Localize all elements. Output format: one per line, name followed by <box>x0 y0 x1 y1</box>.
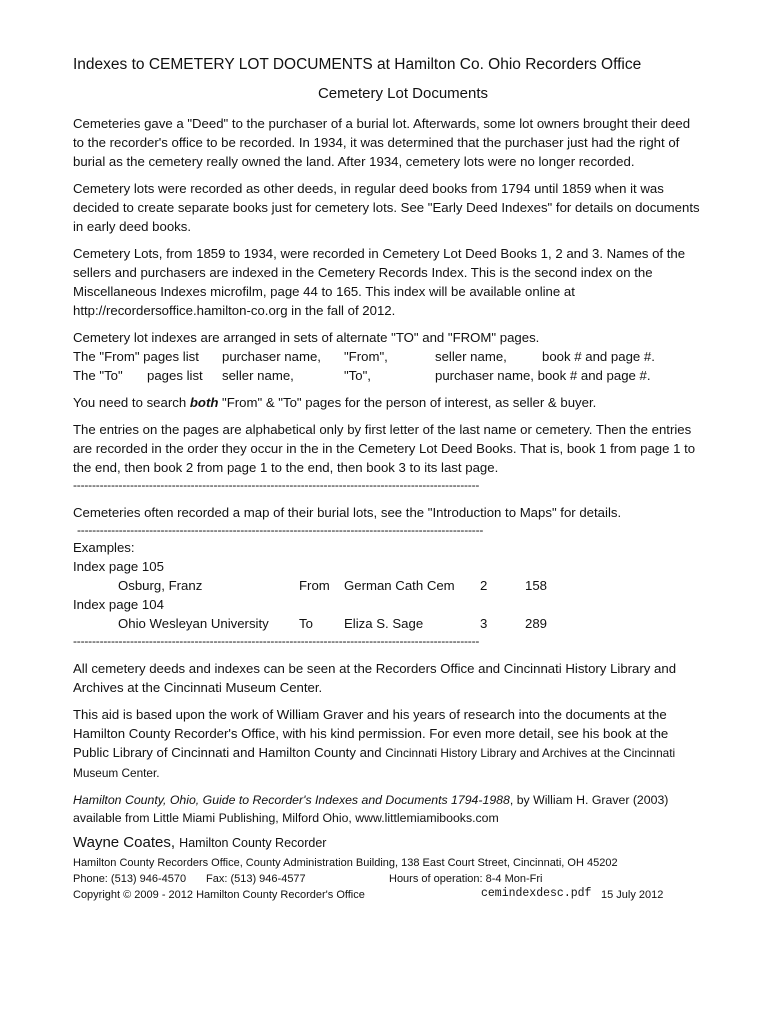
example-page: 158 <box>525 578 548 593</box>
search-text-post: "From" & "To" pages for the person of interest, as seller & buyer. <box>218 395 597 410</box>
paragraph-alphabetical: The entries on the pages are alphabetical only by first letter of the last name or cemetery. Then the entries are recorded in the order they occur in the in the Cemetery Lot Deed Books. That is, book 1 from page 1 to the end, then book 2 from page 1 to the end, then book 3 to its last page. <box>73 422 696 475</box>
page-subtitle: Cemetery Lot Documents <box>317 85 489 102</box>
paragraph-early-deeds: Cemetery lots were recorded as other deeds, in regular deed books from 1794 until 1859 when it was decided to create separate books just for cemetery lots. See "Early Deed Indexes" for details on documents in early deed books. <box>73 181 700 234</box>
paragraph-where-to-see: All cemetery deeds and indexes can be seen at the Recorders Office and Cincinnati History Library and Archives at the Cincinnati Museum Center. <box>73 661 677 695</box>
to-row-label: The "To" <box>73 368 123 383</box>
page-title: Indexes to CEMETERY LOT DOCUMENTS at Hamilton Co. Ohio Recorders Office <box>73 56 642 73</box>
example-book: 2 <box>480 578 488 593</box>
divider: ----------------------------------------------------------------------------------------------------------- <box>73 478 480 492</box>
from-row-col4: book # and page #. <box>542 349 655 364</box>
paragraph-book-reference <box>73 791 703 827</box>
from-pages-row <box>73 347 703 366</box>
paragraph-deeds: Cemeteries gave a "Deed" to the purchaser of a burial lot. Afterwards, some lot owners brought their deed to the recorder's office to be recorded. In 1934, it was determined that the purchaser just had the right of burial as the cemetery really owned the land. After 1934, cemetery lots were no longer recorded. <box>73 116 691 169</box>
example-name: Ohio Wesleyan University <box>118 616 269 631</box>
phone-number: Phone: (513) 946-4570 <box>73 873 187 885</box>
example-index-label: Index page 105 <box>73 559 164 574</box>
acknowledgement-text: This aid is based upon the work of William Graver and his years of research into the documents at the Hamilton County Recorder's Office, with his kind permission. For even more detail, see his book at the Public Library of Cincinnati and Hamilton County and <box>73 707 669 760</box>
divider: ----------------------------------------------------------------------------------------------------------- <box>77 523 484 537</box>
office-address-row <box>73 855 703 871</box>
revision-date: 15 July 2012 <box>601 889 664 901</box>
from-row-label: The "From" pages list <box>73 349 199 364</box>
example-book: 3 <box>480 616 488 631</box>
copyright-row <box>73 887 703 903</box>
office-hours: Hours of operation: 8-4 Mon-Fri <box>389 873 543 885</box>
book-title: Hamilton County, Ohio, Guide to Recorder's Indexes and Documents 1794-1988 <box>73 793 510 807</box>
example-row <box>73 614 703 633</box>
example-party: Eliza S. Sage <box>344 616 424 631</box>
example-direction: To <box>299 616 313 631</box>
from-row-col2: "From", <box>344 349 388 364</box>
to-row-col3: "To", <box>344 368 371 383</box>
acknowledgement-small-text: Cincinnati History Library and Archives at the Cincinnati Museum Center. <box>73 746 676 780</box>
examples-heading: Examples: <box>73 540 135 555</box>
example-page: 289 <box>525 616 548 631</box>
to-row-col4: purchaser name, book # and page #. <box>435 368 651 383</box>
example-index-label: Index page 104 <box>73 597 164 612</box>
recorder-role: Hamilton County Recorder <box>179 836 327 850</box>
file-name: cemindexdesc.pdf <box>481 887 592 900</box>
search-text-pre: You need to search <box>73 395 190 410</box>
example-party: German Cath Cem <box>344 578 455 593</box>
book-details: , by William H. Graver (2003) available from Little Miami Publishing, Milford Ohio, www.littlemiamibooks.com <box>73 793 669 825</box>
paragraph-deed-books: Cemetery Lots, from 1859 to 1934, were recorded in Cemetery Lot Deed Books 1, 2 and 3. Names of the sellers and purchasers are indexed in the Cemetery Records Index. This is the second index on the Miscellaneous Indexes microfilm, page 44 to 165. This index will be available online at http://recordersoffice.hamilton-co.org in the fall of 2012. <box>73 246 686 318</box>
to-row-col2: seller name, <box>222 368 294 383</box>
to-pages-row <box>73 366 703 385</box>
example-row <box>73 576 703 595</box>
paragraph-search-both <box>73 393 703 412</box>
recorder-signature <box>73 833 703 853</box>
paragraph-acknowledgement <box>73 705 703 783</box>
recorder-name: Wayne Coates, <box>73 834 175 851</box>
office-address: Hamilton County Recorders Office, County Administration Building, 138 East Court Street, Cincinnati, OH 45202 <box>73 857 618 869</box>
copyright-text: Copyright © 2009 - 2012 Hamilton County Recorder's Office <box>73 889 365 901</box>
to-row-col1: pages list <box>147 368 203 383</box>
search-text-emphasis: both <box>189 395 219 410</box>
from-row-col3: seller name, <box>435 349 507 364</box>
contact-row <box>73 871 703 887</box>
divider: ----------------------------------------------------------------------------------------------------------- <box>73 634 480 648</box>
from-row-col1: purchaser name, <box>222 349 321 364</box>
fax-number: Fax: (513) 946-4577 <box>206 873 306 885</box>
paragraph-index-arrangement: Cemetery lot indexes are arranged in sets of alternate "TO" and "FROM" pages. <box>73 330 540 345</box>
example-direction: From <box>299 578 330 593</box>
document-page <box>73 56 703 903</box>
paragraph-maps: Cemeteries often recorded a map of their burial lots, see the "Introduction to Maps" for details. <box>73 505 622 520</box>
example-name: Osburg, Franz <box>118 578 203 593</box>
